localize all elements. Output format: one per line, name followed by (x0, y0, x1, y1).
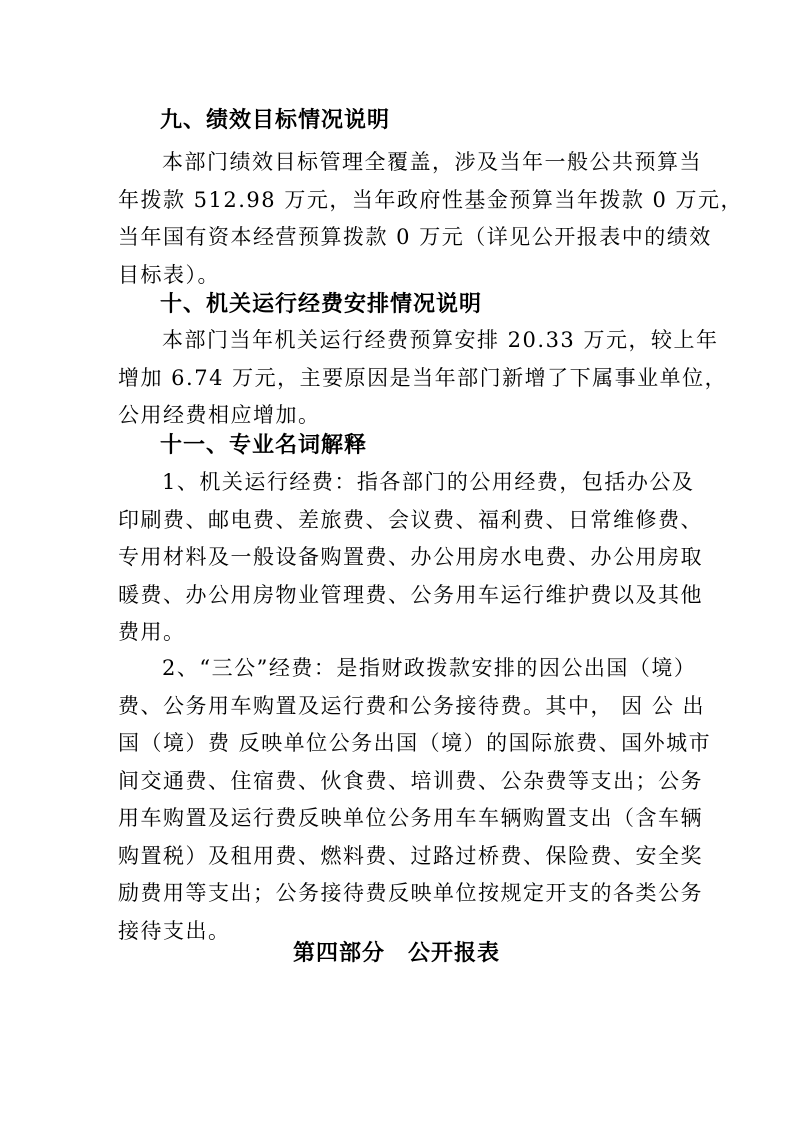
text-line: 费用。 (118, 620, 186, 644)
section-heading-performance-goals: 九、绩效目标情况说明 (160, 107, 391, 133)
text-line: 1、机关运行经费：指各部门的公用经费，包括办公及 (162, 470, 695, 494)
text-line: 本部门绩效目标管理全覆盖，涉及当年一般公共预算当 (162, 150, 702, 174)
text-line: 增加 6.74 万元，主要原因是当年部门新增了下属事业单位， (118, 365, 728, 390)
text-line: 印刷费、邮电费、差旅费、会议费、福利费、日常维修费、 (118, 507, 703, 532)
text-line: 间交通费、住宿费、伙食费、培训费、公杂费等支出；公务 (118, 768, 703, 793)
section-heading-glossary: 十一、专业名词解释 (160, 432, 368, 458)
text-line: 目标表）。 (118, 262, 220, 287)
text-line: 购置税）及租用费、燃料费、过路过桥费、保险费、安全奖 (118, 843, 703, 868)
text-line: 公用经费相应增加。 (118, 403, 321, 427)
text-line: 专用材料及一般设备购置费、办公用房水电费、办公用房取 (118, 545, 703, 569)
text-line: 用车购置及运行费反映单位公务用车车辆购置支出（含车辆 (118, 806, 703, 830)
paragraph-operating-expenses (118, 322, 728, 435)
text-line: 励费用等支出；公务接待费反映单位按规定开支的各类公务 (118, 881, 703, 905)
text-line: 接待支出。 (118, 918, 231, 943)
text-line: 本部门当年机关运行经费预算安排 20.33 万元，较上年 (162, 328, 719, 352)
part-title: 第四部分 公开报表 (292, 940, 500, 966)
text-line: 2、“三公”经费：是指财政拨款安排的因公出国（境） (162, 656, 697, 680)
section-heading-operating-expenses: 十、机关运行经费安排情况说明 (160, 291, 483, 317)
paragraph-performance-goals (118, 144, 744, 294)
text-line: 年拨款 512.98 万元，当年政府性基金预算当年拨款 0 万元， (118, 187, 744, 212)
text-line: 当年国有资本经营预算拨款 0 万元（详见公开报表中的绩效 (118, 225, 712, 249)
paragraph-glossary-three-public-expenses (118, 650, 712, 950)
text-line: 国（境）费 反映单位公务出国（境）的国际旅费、国外城市 (118, 731, 712, 755)
paragraph-glossary-operating-expenses (118, 464, 703, 652)
text-line: 费、公务用车购置及运行费和公务接待费。其中， 因 公 出 (118, 693, 706, 718)
text-line: 暖费、办公用房物业管理费、公务用车运行维护费以及其他 (118, 582, 703, 607)
